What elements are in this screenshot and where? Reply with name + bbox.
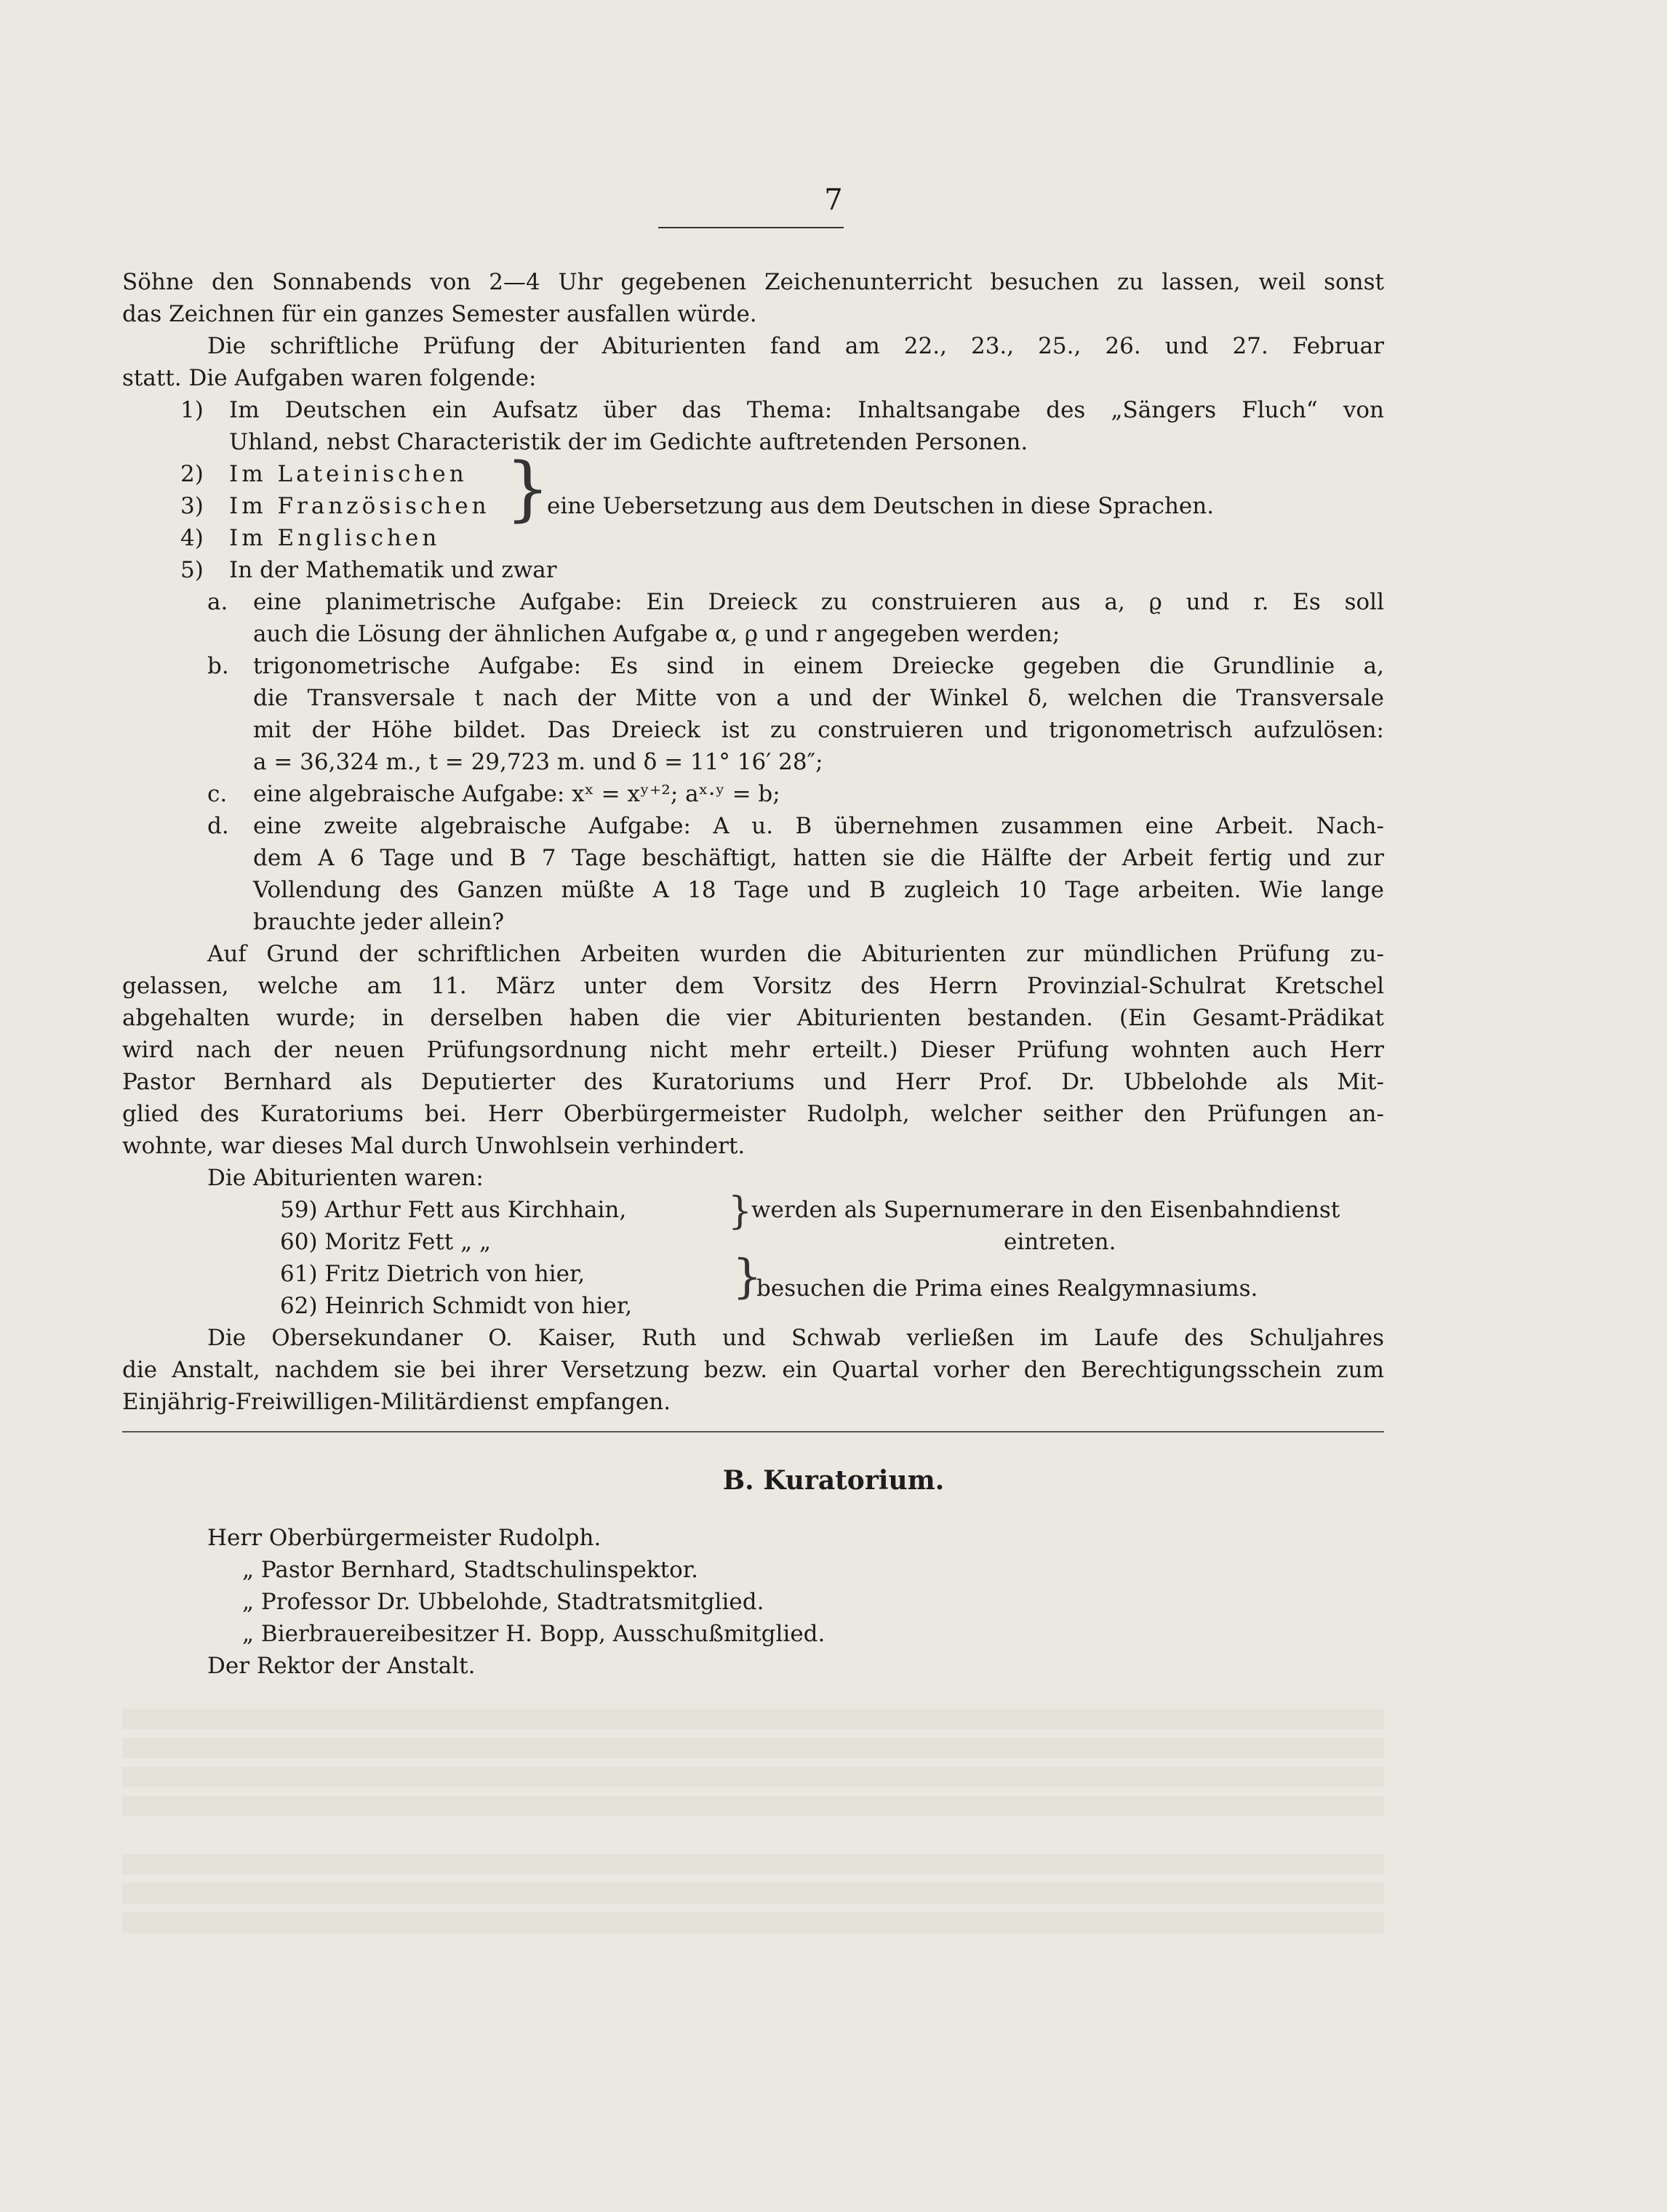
bleed-through: [122, 1796, 1384, 1816]
bleed-through: [122, 1709, 1384, 1729]
brace-icon: }: [728, 1190, 753, 1233]
text-line: wohnte, war dieses Mal durch Unwohlsein verhindert.: [122, 1133, 745, 1159]
text-line: werden als Supernumerare in den Eisenbahndienst: [751, 1197, 1340, 1223]
student-entry: 60) Moritz Fett „ „: [280, 1229, 492, 1255]
board-member: Der Rektor der Anstalt.: [207, 1653, 476, 1679]
section-title: B. Kuratorium.: [722, 1465, 945, 1496]
text-line: wird nach der neuen Prüfungsordnung nicht mehr erteilt.) Dieser Prüfung wohnten auch Herr: [122, 1037, 1384, 1063]
list-number: 5): [180, 557, 204, 583]
section-divider: [122, 1431, 1384, 1432]
list-number: 3): [180, 493, 204, 519]
text-line: Die Abiturienten waren:: [207, 1165, 484, 1191]
text-line: Vollendung des Ganzen müßte A 18 Tage und B zugleich 10 Tage arbeiten. Wie lange: [253, 877, 1384, 903]
text-line: a = 36,324 m., t = 29,723 m. und δ = 11° 16′ 28″;: [253, 749, 823, 775]
text-line: statt. Die Aufgaben waren folgende:: [122, 365, 537, 391]
board-member: „ Bierbrauereibesitzer H. Bopp, Ausschußmitglied.: [242, 1621, 825, 1647]
text-line: abgehalten wurde; in derselben haben die vier Abiturienten bestanden. (Ein Gesamt-Prädikat: [122, 1005, 1384, 1031]
text-line: eine Uebersetzung aus dem Deutschen in diese Sprachen.: [547, 493, 1215, 519]
list-number: 4): [180, 525, 204, 551]
board-member: Herr Oberbürgermeister Rudolph.: [207, 1525, 601, 1551]
text-line: besuchen die Prima eines Realgymnasiums.: [756, 1275, 1258, 1302]
text-line: Pastor Bernhard als Deputierter des Kuratoriums und Herr Prof. Dr. Ubbelohde als Mit-: [122, 1069, 1384, 1095]
text-line: auch die Lösung der ähnlichen Aufgabe α, ϱ und r angegeben werden;: [253, 621, 1060, 647]
text-line: brauchte jeder allein?: [253, 909, 505, 935]
text-line: gelassen, welche am 11. März unter dem Vorsitz des Herrn Provinzial-Schulrat Kretschel: [122, 973, 1384, 999]
text-line: Die Obersekundaner O. Kaiser, Ruth und Schwab verließen im Laufe des Schuljahres: [207, 1325, 1384, 1351]
brace-icon: }: [505, 448, 551, 529]
bleed-through: [122, 1767, 1384, 1787]
text-line: eine planimetrische Aufgabe: Ein Dreieck zu construieren aus a, ϱ und r. Es soll: [253, 589, 1384, 615]
text-line: die Anstalt, nachdem sie bei ihrer Versetzung bezw. ein Quartal vorher den Berechtigungsschein zum: [122, 1357, 1384, 1383]
text-line: Auf Grund der schriftlichen Arbeiten wurden die Abiturienten zur mündlichen Prüfung zu-: [207, 941, 1384, 967]
list-label: a.: [207, 589, 228, 615]
text-line: eine zweite algebraische Aufgabe: A u. B übernehmen zusammen eine Arbeit. Nach-: [253, 813, 1384, 839]
text-line: mit der Höhe bildet. Das Dreieck ist zu construieren und trigonometrisch aufzulösen:: [253, 717, 1384, 743]
text-line: Einjährig-Freiwilligen-Militärdienst empfangen.: [122, 1389, 671, 1415]
text-line: Im Deutschen ein Aufsatz über das Thema: Inhaltsangabe des „Sängers Fluch“ von: [229, 397, 1384, 423]
list-label: d.: [207, 813, 229, 839]
text-line: Söhne den Sonnabends von 2—4 Uhr gegebenen Zeichenunterricht besuchen zu lassen, weil sonst: [122, 269, 1384, 295]
text-line: dem A 6 Tage und B 7 Tage beschäftigt, hatten sie die Hälfte der Arbeit fertig und zur: [253, 845, 1384, 871]
student-entry: 61) Fritz Dietrich von hier,: [280, 1261, 585, 1287]
list-number: 2): [180, 461, 204, 487]
board-member: „ Professor Dr. Ubbelohde, Stadtratsmitglied.: [242, 1589, 764, 1615]
student-entry: 59) Arthur Fett aus Kirchhain,: [280, 1197, 627, 1223]
student-entry: 62) Heinrich Schmidt von hier,: [280, 1293, 633, 1319]
list-label: b.: [207, 653, 229, 679]
text-line: glied des Kuratoriums bei. Herr Oberbürgermeister Rudolph, welcher seither den Prüfungen an-: [122, 1101, 1384, 1127]
text-line: eine algebraische Aufgabe: xˣ = xʸ⁺²; aˣ·ʸ = b;: [253, 781, 780, 807]
list-number: 1): [180, 397, 204, 423]
list-label: c.: [207, 781, 228, 807]
list-item: Im Französischen: [229, 493, 490, 519]
board-member: „ Pastor Bernhard, Stadtschulinspektor.: [242, 1557, 699, 1583]
text-line: Uhland, nebst Characteristik der im Gedichte auftretenden Personen.: [229, 429, 1028, 455]
list-item: Im Lateinischen: [229, 461, 468, 487]
bleed-through: [122, 1883, 1384, 1904]
text-line: die Transversale t nach der Mitte von a und der Winkel δ, welchen die Transversale: [253, 685, 1384, 711]
bleed-through: [122, 1854, 1384, 1875]
text-line: Die schriftliche Prüfung der Abiturienten fand am 22., 23., 25., 26. und 27. Februar: [207, 333, 1384, 359]
brace-icon: }: [732, 1250, 762, 1304]
bleed-through: [122, 1738, 1384, 1758]
page-number: 7: [824, 183, 843, 217]
header-rule: [658, 227, 844, 228]
bleed-through: [122, 1912, 1384, 1933]
text-line: eintreten.: [1004, 1229, 1116, 1255]
list-item: In der Mathematik und zwar: [229, 557, 557, 583]
text-line: das Zeichnen für ein ganzes Semester ausfallen würde.: [122, 301, 757, 327]
list-item: Im Englischen: [229, 525, 441, 551]
text-line: trigonometrische Aufgabe: Es sind in einem Dreiecke gegeben die Grundlinie a,: [253, 653, 1384, 679]
